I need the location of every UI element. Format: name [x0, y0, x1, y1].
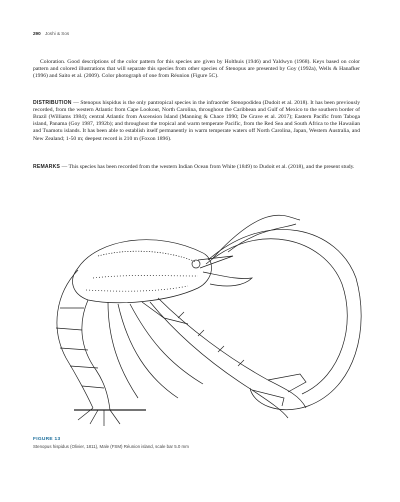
paragraph-coloration: Coloration. Good descriptions of the color pattern for this species are given by Holthuis (1946) and Yaldwyn (1968). Keys based on color pattern and colored illustrations that will separate this species from other species of Stenopus are presented by Goy (1992a), Wells & Hanafker (1996) and Saito et al. (2009). Color photograph of one from Réunion (Figure 5C).: [33, 58, 360, 79]
page-number: 290: [33, 31, 41, 36]
running-head-authors: Joshi & Sos: [44, 31, 70, 36]
running-header: [33, 31, 69, 36]
remarks-text: — This species has been recorded from the western Indian Ocean from White (1849) to Dudoit et al. (2018), and the present study.: [61, 163, 355, 170]
remarks-heading: REMARKS: [33, 163, 61, 170]
paragraph-remarks: [33, 164, 360, 171]
figure-caption: Stenopus hispidus (Olivier, 1811), Male (FSM) Réunion island, scale bar 5.0 mm: [33, 444, 189, 449]
shrimp-illustration: [38, 198, 368, 428]
paragraph-distribution: [33, 100, 360, 143]
distribution-text: — Stenopus hispidus is the only pantropical species in the infraorder Stenopodidea (Dudoit et al. 2018). It has been previously recorded, from the western Atlantic from Cape Lookout, North Carolina, throughout the Caribbean and Gulf of Mexico to the southern border of Brazil (Williams 1984); central Atlantic from Ascension Island (Manning & Chace 1990; De Grave et al. 2017); Eastern Pacific from Taboga island, Panama (Goy 1987, 1992b); and throughout the tropical and warm temperate Pacific, from the Red Sea and South Africa to the Hawaiian and Tuamotu islands. It has been able to establish itself permanently in warm temperate waters off North Carolina, Japan, Western Australia, and New Zealand; 1-50 m; deepest record is 210 m (Foxon 1896).: [33, 99, 360, 142]
distribution-heading: DISTRIBUTION: [33, 99, 72, 106]
figure-label: FIGURE 13: [33, 437, 61, 442]
